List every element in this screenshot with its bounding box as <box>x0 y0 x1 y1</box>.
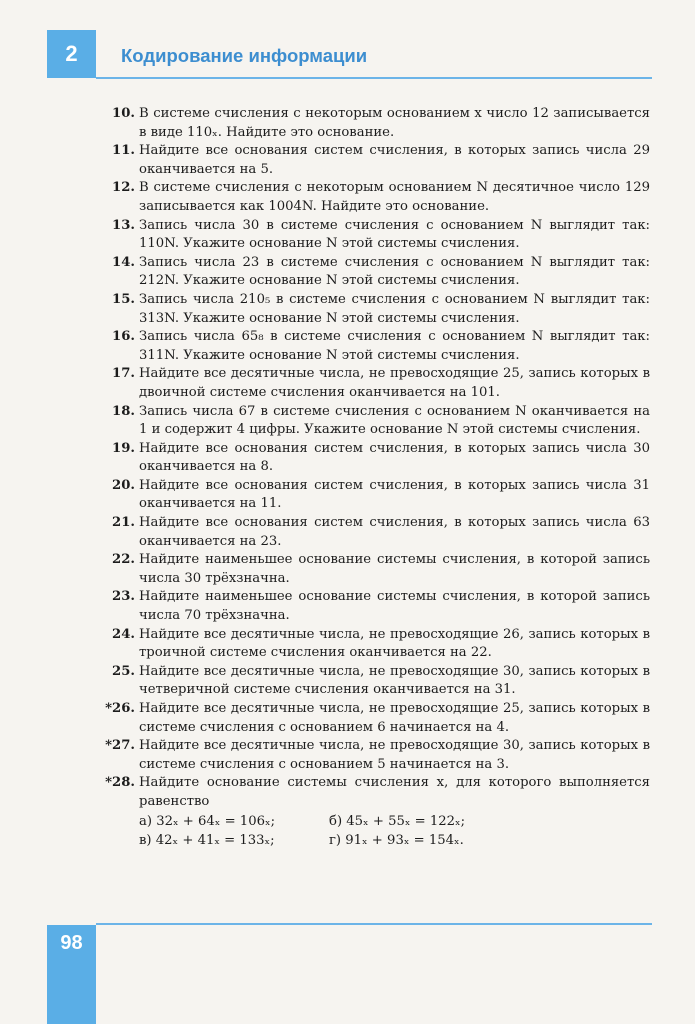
problem-number: 20. <box>112 477 135 493</box>
problem-item <box>110 440 650 477</box>
problem-item <box>110 105 650 142</box>
problem-number: 21. <box>112 515 135 531</box>
problem-number: 11. <box>112 143 135 159</box>
problem-text: Запись числа 67 в системе счисления с основанием N оканчивается на 1 и содержит 4 цифры. Укажите основание N этой системы счисления. <box>139 403 650 438</box>
problem-item <box>110 514 650 551</box>
equation: г) 91ₓ + 93ₓ = 154ₓ. <box>329 832 464 848</box>
problem-text: Найдите основание системы счисления x, для которого выполняется равенство <box>139 775 650 809</box>
problem-number: *27. <box>105 738 135 754</box>
problem-text: Найдите все десятичные числа, не превосходящие 26, запись которых в троичной системе счисления оканчивается на 22. <box>139 626 650 661</box>
problem-item <box>110 626 650 663</box>
problem-text: Найдите все основания систем счисления, в которых запись числа 63 оканчивается на 23. <box>139 515 650 549</box>
problem-number: 25. <box>112 663 135 679</box>
problem-text: Запись числа 65₈ в системе счисления с основанием N выглядит так: 311N. Укажите основание N этой системы счисления. <box>139 329 650 363</box>
chapter-number: 2 <box>65 41 78 66</box>
problem-text: В системе счисления с некоторым основанием x число 12 записывается в виде 110ₓ. Найдите это основание. <box>139 106 650 140</box>
problem-item <box>110 551 650 588</box>
problem-list <box>105 105 650 850</box>
chapter-number-tab <box>47 30 96 78</box>
problem-item <box>110 663 650 700</box>
problem-number: 17. <box>112 366 135 382</box>
problem-text: В системе счисления с некоторым основанием N десятичное число 129 записывается как 1004N. Найдите это основание. <box>139 180 650 214</box>
problem-text: Найдите все основания систем счисления, в которых запись числа 31 оканчивается на 11. <box>139 477 650 512</box>
problem-number: 16. <box>112 329 135 345</box>
problem-item <box>105 737 650 774</box>
problem-text: Найдите все десятичные числа, не превосходящие 25, запись которых в системе счисления с основанием 6 начинается на 4. <box>139 701 650 735</box>
page-title: Кодирование информации <box>121 45 368 66</box>
problem-text: Запись числа 23 в системе счисления с основанием N выглядит так: 212N. Укажите основание N этой системы счисления. <box>139 254 650 289</box>
problem-item <box>110 403 650 440</box>
problem-text: Найдите все десятичные числа, не превосходящие 25, запись которых в двоичной системе счисления оканчивается на 101. <box>139 366 650 400</box>
problem-text: Найдите все основания систем счисления, в которых запись числа 29 оканчивается на 5. <box>139 143 650 177</box>
problem-number: 22. <box>112 552 135 568</box>
problem-item <box>110 291 650 328</box>
problem-number: 18. <box>112 403 135 419</box>
problem-number: 12. <box>112 180 135 196</box>
problem-item <box>110 477 650 514</box>
problem-number: 19. <box>112 440 135 456</box>
equation: в) 42ₓ + 41ₓ = 133ₓ; <box>139 832 275 848</box>
problem-number: 24. <box>112 626 135 642</box>
problem-item <box>110 365 650 402</box>
problem-text: Запись числа 30 в системе счисления с основанием N выглядит так: 110N. Укажите основание N этой системы счисления. <box>139 217 650 252</box>
page-number: 98 <box>60 932 83 954</box>
problem-text: Запись числа 210₅ в системе счисления с основанием N выглядит так: 313N. Укажите основание N этой системы счисления. <box>139 291 650 326</box>
problem-item <box>110 588 650 625</box>
equation-row <box>139 812 650 831</box>
problem-number: *26. <box>105 701 135 716</box>
problem-number: 10. <box>112 106 135 121</box>
problem-number: *28. <box>105 775 135 791</box>
equation-row <box>139 831 650 850</box>
problem-number: 13. <box>112 217 135 233</box>
problem-number: 23. <box>112 589 135 605</box>
footer-divider <box>96 923 652 925</box>
equation-grid <box>110 812 650 850</box>
problem-item <box>110 142 650 179</box>
problem-item <box>110 179 650 216</box>
problem-text: Найдите все десятичные числа, не превосходящие 30, запись которых в системе счисления с основанием 5 начинается на 3. <box>139 738 650 772</box>
problem-item <box>110 254 650 291</box>
problem-item <box>110 217 650 254</box>
problem-item <box>110 328 650 365</box>
problem-text: Найдите наименьшее основание системы счисления, в которой запись числа 70 трёхзначна. <box>139 589 650 624</box>
problem-text: Найдите все десятичные числа, не превосходящие 30, запись которых в четверичной системе счисления оканчивается на 31. <box>139 663 650 698</box>
equation: а) 32ₓ + 64ₓ = 106ₓ; <box>139 813 276 829</box>
problem-item <box>105 774 650 811</box>
problem-number: 14. <box>112 254 135 270</box>
problem-text: Найдите наименьшее основание системы счисления, в которой запись числа 30 трёхзначна. <box>139 552 650 586</box>
problem-number: 15. <box>112 291 135 307</box>
equation: б) 45ₓ + 55ₓ = 122ₓ; <box>329 813 466 829</box>
problem-text: Найдите все основания систем счисления, в которых запись числа 30 оканчивается на 8. <box>139 440 650 475</box>
problem-item <box>105 700 650 737</box>
header-divider <box>96 77 652 79</box>
